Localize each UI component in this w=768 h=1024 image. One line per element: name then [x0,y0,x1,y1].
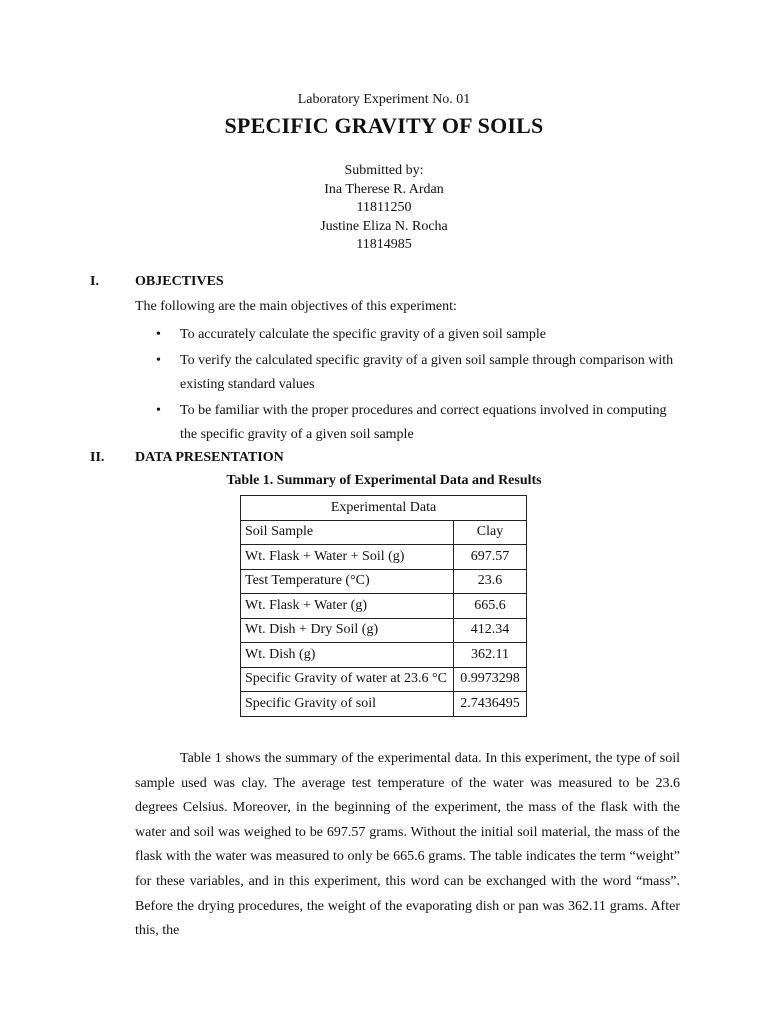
table-row [241,545,527,570]
table-row [241,692,527,717]
experimental-data-table [240,495,527,717]
section-title: OBJECTIVES [135,274,224,289]
list-item [135,399,680,448]
table-cell-value: 23.6 [454,569,527,594]
author-name: Justine Eliza N. Rocha [320,218,448,234]
table-cell-value: 665.6 [454,594,527,619]
list-item-text: To verify the calculated specific gravity of a given soil sample through comparison with existing standard values [180,352,674,392]
bullet-icon: • [156,402,161,418]
list-item-text: To accurately calculate the specific gravity of a given soil sample [180,327,546,342]
table-cell-value: 2.7436495 [454,692,527,717]
section-number: I. [90,274,99,289]
table-caption: Table 1. Summary of Experimental Data and Results [226,473,542,488]
author-id: 11811250 [356,200,412,215]
table-header: Experimental Data [241,496,527,521]
objectives-intro: The following are the main objectives of this experiment: [135,299,457,314]
bullet-icon: • [156,352,161,368]
list-item-text: To be familiar with the proper procedures and correct equations involved in computing the specific gravity of a given soil sample [180,402,667,442]
submitted-by-label: Submitted by: [344,163,424,178]
list-item [135,349,680,398]
table-row [241,618,527,643]
experiment-number: Laboratory Experiment No. 01 [297,92,471,107]
table-cell-label: Wt. Dish (g) [241,643,454,668]
table-row [241,667,527,692]
table-cell-label: Wt. Dish + Dry Soil (g) [241,618,454,643]
section-number: II. [90,450,105,465]
table-cell-label: Wt. Flask + Water + Soil (g) [241,545,454,570]
objectives-list [135,323,680,449]
section-title: DATA PRESENTATION [135,450,284,465]
document-title: SPECIFIC GRAVITY OF SOILS [224,113,544,138]
submitted-by-block [0,162,768,255]
table-row [241,594,527,619]
table-cell-label: Wt. Flask + Water (g) [241,594,454,619]
table-row [241,643,527,668]
author-name: Ina Therese R. Ardan [324,181,444,197]
body-paragraph: Table 1 shows the summary of the experimental data. In this experiment, the type of soil sample used was clay. The average test temperature of the water was measured to be 23.6 degrees Celsius. Moreover, in the beginning of the experiment, the mass of the flask with the water and soil was weighed to be 697.57 grams. Without the initial soil material, the mass of the flask with the water was measured to only be 665.6 grams. The table indicates the term “weight” for these variables, and in this experiment, this word can be exchanged with the word “mass”. Before the drying procedures, the weight of the evaporating dish or pan was 362.11 grams. After this, the [135,751,680,939]
table-cell-label: Test Temperature (°C) [241,569,454,594]
list-item [135,323,680,348]
section-heading-data-presentation [90,450,284,466]
table-cell-value: Clay [454,520,527,545]
table-cell-value: 0.9973298 [454,667,527,692]
table-cell-value: 412.34 [454,618,527,643]
table-row [241,569,527,594]
table-header-row [241,496,527,521]
section-heading-objectives [90,274,224,290]
table-cell-value: 697.57 [454,545,527,570]
bullet-icon: • [156,327,161,342]
table-cell-label: Soil Sample [241,520,454,545]
table-row [241,520,527,545]
author-id: 11814985 [356,237,412,252]
table-cell-label: Specific Gravity of soil [241,692,454,717]
table-cell-value: 362.11 [454,643,527,668]
table-cell-label: Specific Gravity of water at 23.6 °C [241,667,454,692]
